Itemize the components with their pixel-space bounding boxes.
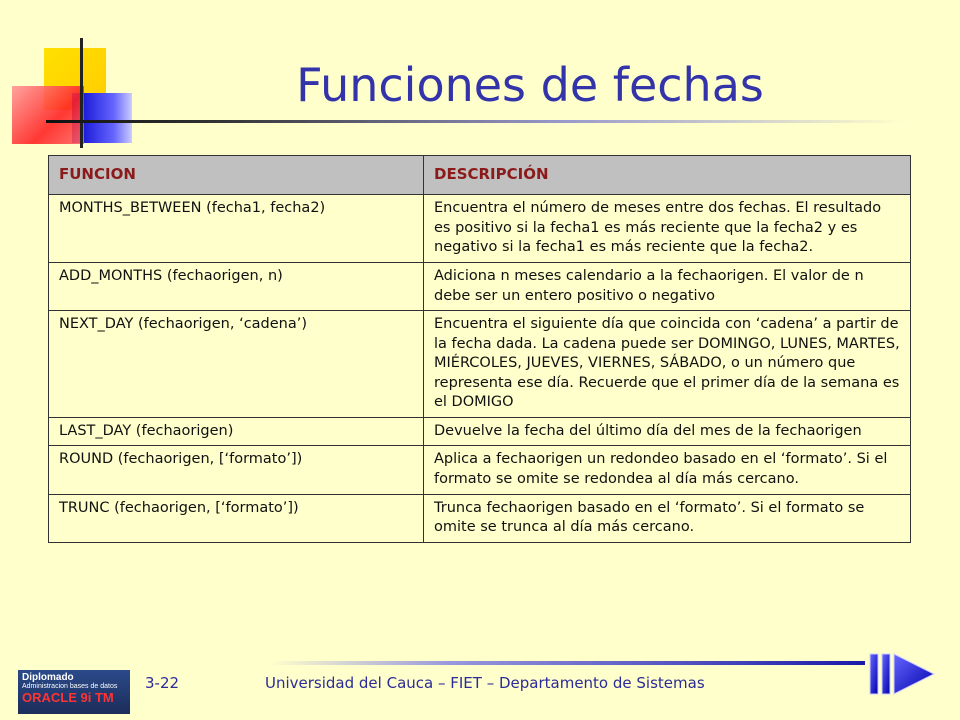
table-row [49, 446, 911, 494]
slide-number: 3-22 [145, 674, 180, 692]
footer-text: Universidad del Cauca – FIET – Departamento de Sistemas [265, 674, 705, 692]
title-divider [46, 120, 906, 123]
cell-descripcion: Encuentra el siguiente día que coincida con ‘cadena’ a partir de la fecha dada. La cadena puede ser DOMINGO, LUNES, MARTES, MIÉRCOLES, JUEVES, VIERNES, SÁBADO, o un número que representa ese día. Recuerde que el primer día de la semana es el DOMIGO [424, 311, 911, 418]
cell-funcion: TRUNC (fechaorigen, [‘formato’]) [49, 494, 424, 542]
cell-funcion: LAST_DAY (fechaorigen) [49, 417, 424, 446]
table-row [49, 195, 911, 263]
cell-descripcion: Devuelve la fecha del último día del mes de la fechaorigen [424, 417, 911, 446]
table-row [49, 311, 911, 418]
diplomado-oracle-logo [18, 670, 130, 714]
badge-line2: Administracion bases de datos [22, 683, 118, 690]
next-slide-icon[interactable] [868, 650, 938, 698]
cell-descripcion: Trunca fechaorigen basado en el ‘formato’. Si el formato se omite se trunca al día más cercano. [424, 494, 911, 542]
cell-funcion: MONTHS_BETWEEN (fecha1, fecha2) [49, 195, 424, 263]
badge-line3: ORACLE 9i TM [22, 690, 114, 705]
table-header-row [49, 156, 911, 195]
badge-line1: Diplomado [22, 672, 74, 683]
cell-funcion: ADD_MONTHS (fechaorigen, n) [49, 262, 424, 310]
vertical-rule [80, 38, 83, 148]
red-square [12, 86, 84, 144]
header-descripcion: DESCRIPCIÓN [424, 156, 911, 195]
table-row [49, 262, 911, 310]
cell-funcion: ROUND (fechaorigen, [‘formato’]) [49, 446, 424, 494]
cell-descripcion: Encuentra el número de meses entre dos fechas. El resultado es positivo si la fecha1 es más reciente que la fecha2 y es negativo si la fecha1 es más reciente que la fecha2. [424, 195, 911, 263]
table-row [49, 417, 911, 446]
cell-funcion: NEXT_DAY (fechaorigen, ‘cadena’) [49, 311, 424, 418]
table-row [49, 494, 911, 542]
functions-table [48, 155, 911, 543]
footer-divider [270, 661, 865, 665]
cell-descripcion: Aplica a fechaorigen un redondeo basado en el ‘formato’. Si el formato se omite se redondea al día más cercano. [424, 446, 911, 494]
slide-title: Funciones de fechas [296, 58, 764, 112]
header-funcion: FUNCION [49, 156, 424, 195]
cell-descripcion: Adiciona n meses calendario a la fechaorigen. El valor de n debe ser un entero positivo o negativo [424, 262, 911, 310]
